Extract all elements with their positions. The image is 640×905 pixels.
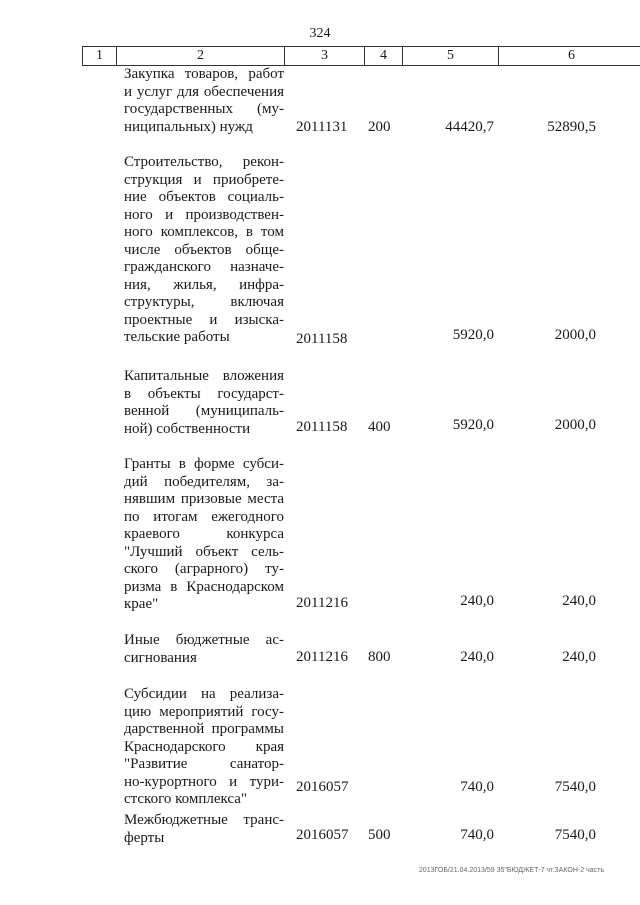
description-line: ферты [124, 829, 165, 846]
description-line: ние объектов социаль- [124, 189, 284, 205]
description-line: крае" [124, 596, 159, 612]
page-number: 324 [309, 26, 331, 41]
row-code: 2011216 [296, 595, 348, 611]
description-line: ного и производствен- [124, 206, 284, 223]
row-description [124, 66, 284, 136]
description-line: Иные бюджетные ас- [124, 632, 284, 648]
footer-stamp: 2013ГОБ/21.04.2013/59 35"БЮДЖЕТ-7 чт.ЗАКОН-2 часть [418, 867, 604, 874]
row-type: 400 [368, 419, 391, 435]
description-line: краевого конкурса [124, 526, 284, 542]
description-line: цию мероприятий госу- [124, 703, 284, 720]
row-code: 2011158 [296, 419, 348, 435]
row-type: 200 [368, 119, 391, 135]
description-line: Гранты в форме субси- [124, 456, 284, 472]
row-value-6: 240,0 [562, 593, 596, 609]
row-code: 2016057 [296, 779, 349, 795]
description-line: венной (муниципаль- [124, 403, 284, 419]
description-line: ского (аграрного) ту- [124, 561, 284, 577]
row-description [124, 154, 284, 347]
description-line: ризма в Краснодарском [124, 578, 284, 595]
description-line: ного комплексов, в том [124, 224, 284, 240]
row-value-6: 240,0 [562, 649, 596, 665]
row-value-5: 240,0 [460, 649, 494, 665]
row-code: 2011131 [296, 119, 348, 135]
description-line: дарственной программы [124, 721, 284, 737]
description-line: проектные и изыска- [124, 311, 284, 328]
description-line: гражданского назначе- [124, 259, 284, 275]
row-type: 800 [368, 649, 391, 665]
row-value-6: 2000,0 [554, 417, 596, 433]
description-line: ниципальных) нужд [124, 118, 253, 135]
row-value-5: 5920,0 [452, 327, 494, 343]
row-code: 2011216 [296, 649, 348, 665]
row-value-6: 2000,0 [554, 327, 596, 343]
description-line: нявшим призовые места [124, 491, 284, 507]
description-line: "Развитие санатор- [124, 756, 284, 772]
description-line: стского комплекса" [124, 791, 248, 807]
header-col-1: 1 [82, 47, 116, 65]
header-col-4: 4 [364, 47, 402, 65]
description-line: Закупка товаров, работ [124, 66, 284, 82]
header-col-5: 5 [402, 47, 498, 65]
row-description [124, 812, 284, 847]
description-line: струкция и приобрете- [124, 171, 284, 188]
description-line: Субсидии на реализа- [124, 686, 284, 702]
header-col-6: 6 [498, 47, 640, 65]
description-line: в объекты государст- [124, 385, 284, 402]
description-line: числе объектов обще- [124, 241, 284, 258]
row-description [124, 632, 284, 667]
description-line: по итогам ежегодного [124, 508, 284, 525]
row-value-5: 5920,0 [452, 417, 494, 433]
description-line: Строительство, рекон- [124, 154, 284, 170]
description-line: дий победителям, за- [124, 473, 284, 490]
row-value-6: 7540,0 [554, 779, 596, 795]
description-line: но-курортного и тури- [124, 773, 284, 790]
description-line: структуры, включая [124, 294, 284, 310]
row-value-5: 740,0 [460, 827, 494, 843]
header-col-2: 2 [116, 47, 284, 65]
description-line: Капитальные вложения [124, 368, 284, 384]
row-description [124, 368, 284, 438]
header-col-3: 3 [284, 47, 364, 65]
description-line: тельские работы [124, 329, 230, 345]
description-line: и услуг для обеспечения [124, 83, 284, 100]
description-line: ния, жилья, инфра- [124, 276, 284, 293]
row-value-5: 740,0 [460, 779, 494, 795]
description-line: Краснодарского края [124, 738, 284, 755]
row-value-6: 52890,5 [547, 119, 596, 135]
row-type: 500 [368, 827, 391, 843]
row-value-5: 240,0 [460, 593, 494, 609]
row-description [124, 456, 284, 614]
row-code: 2011158 [296, 331, 348, 347]
description-line: "Лучший объект сель- [124, 543, 284, 560]
row-description [124, 686, 284, 809]
description-line: Межбюджетные транс- [124, 812, 284, 828]
table-header [82, 46, 640, 66]
description-line: ной) собственности [124, 420, 251, 437]
row-value-5: 44420,7 [445, 119, 494, 135]
row-code: 2016057 [296, 827, 349, 843]
row-value-6: 7540,0 [554, 827, 596, 843]
description-line: сигнования [124, 649, 197, 666]
description-line: государственных (му- [124, 101, 284, 117]
